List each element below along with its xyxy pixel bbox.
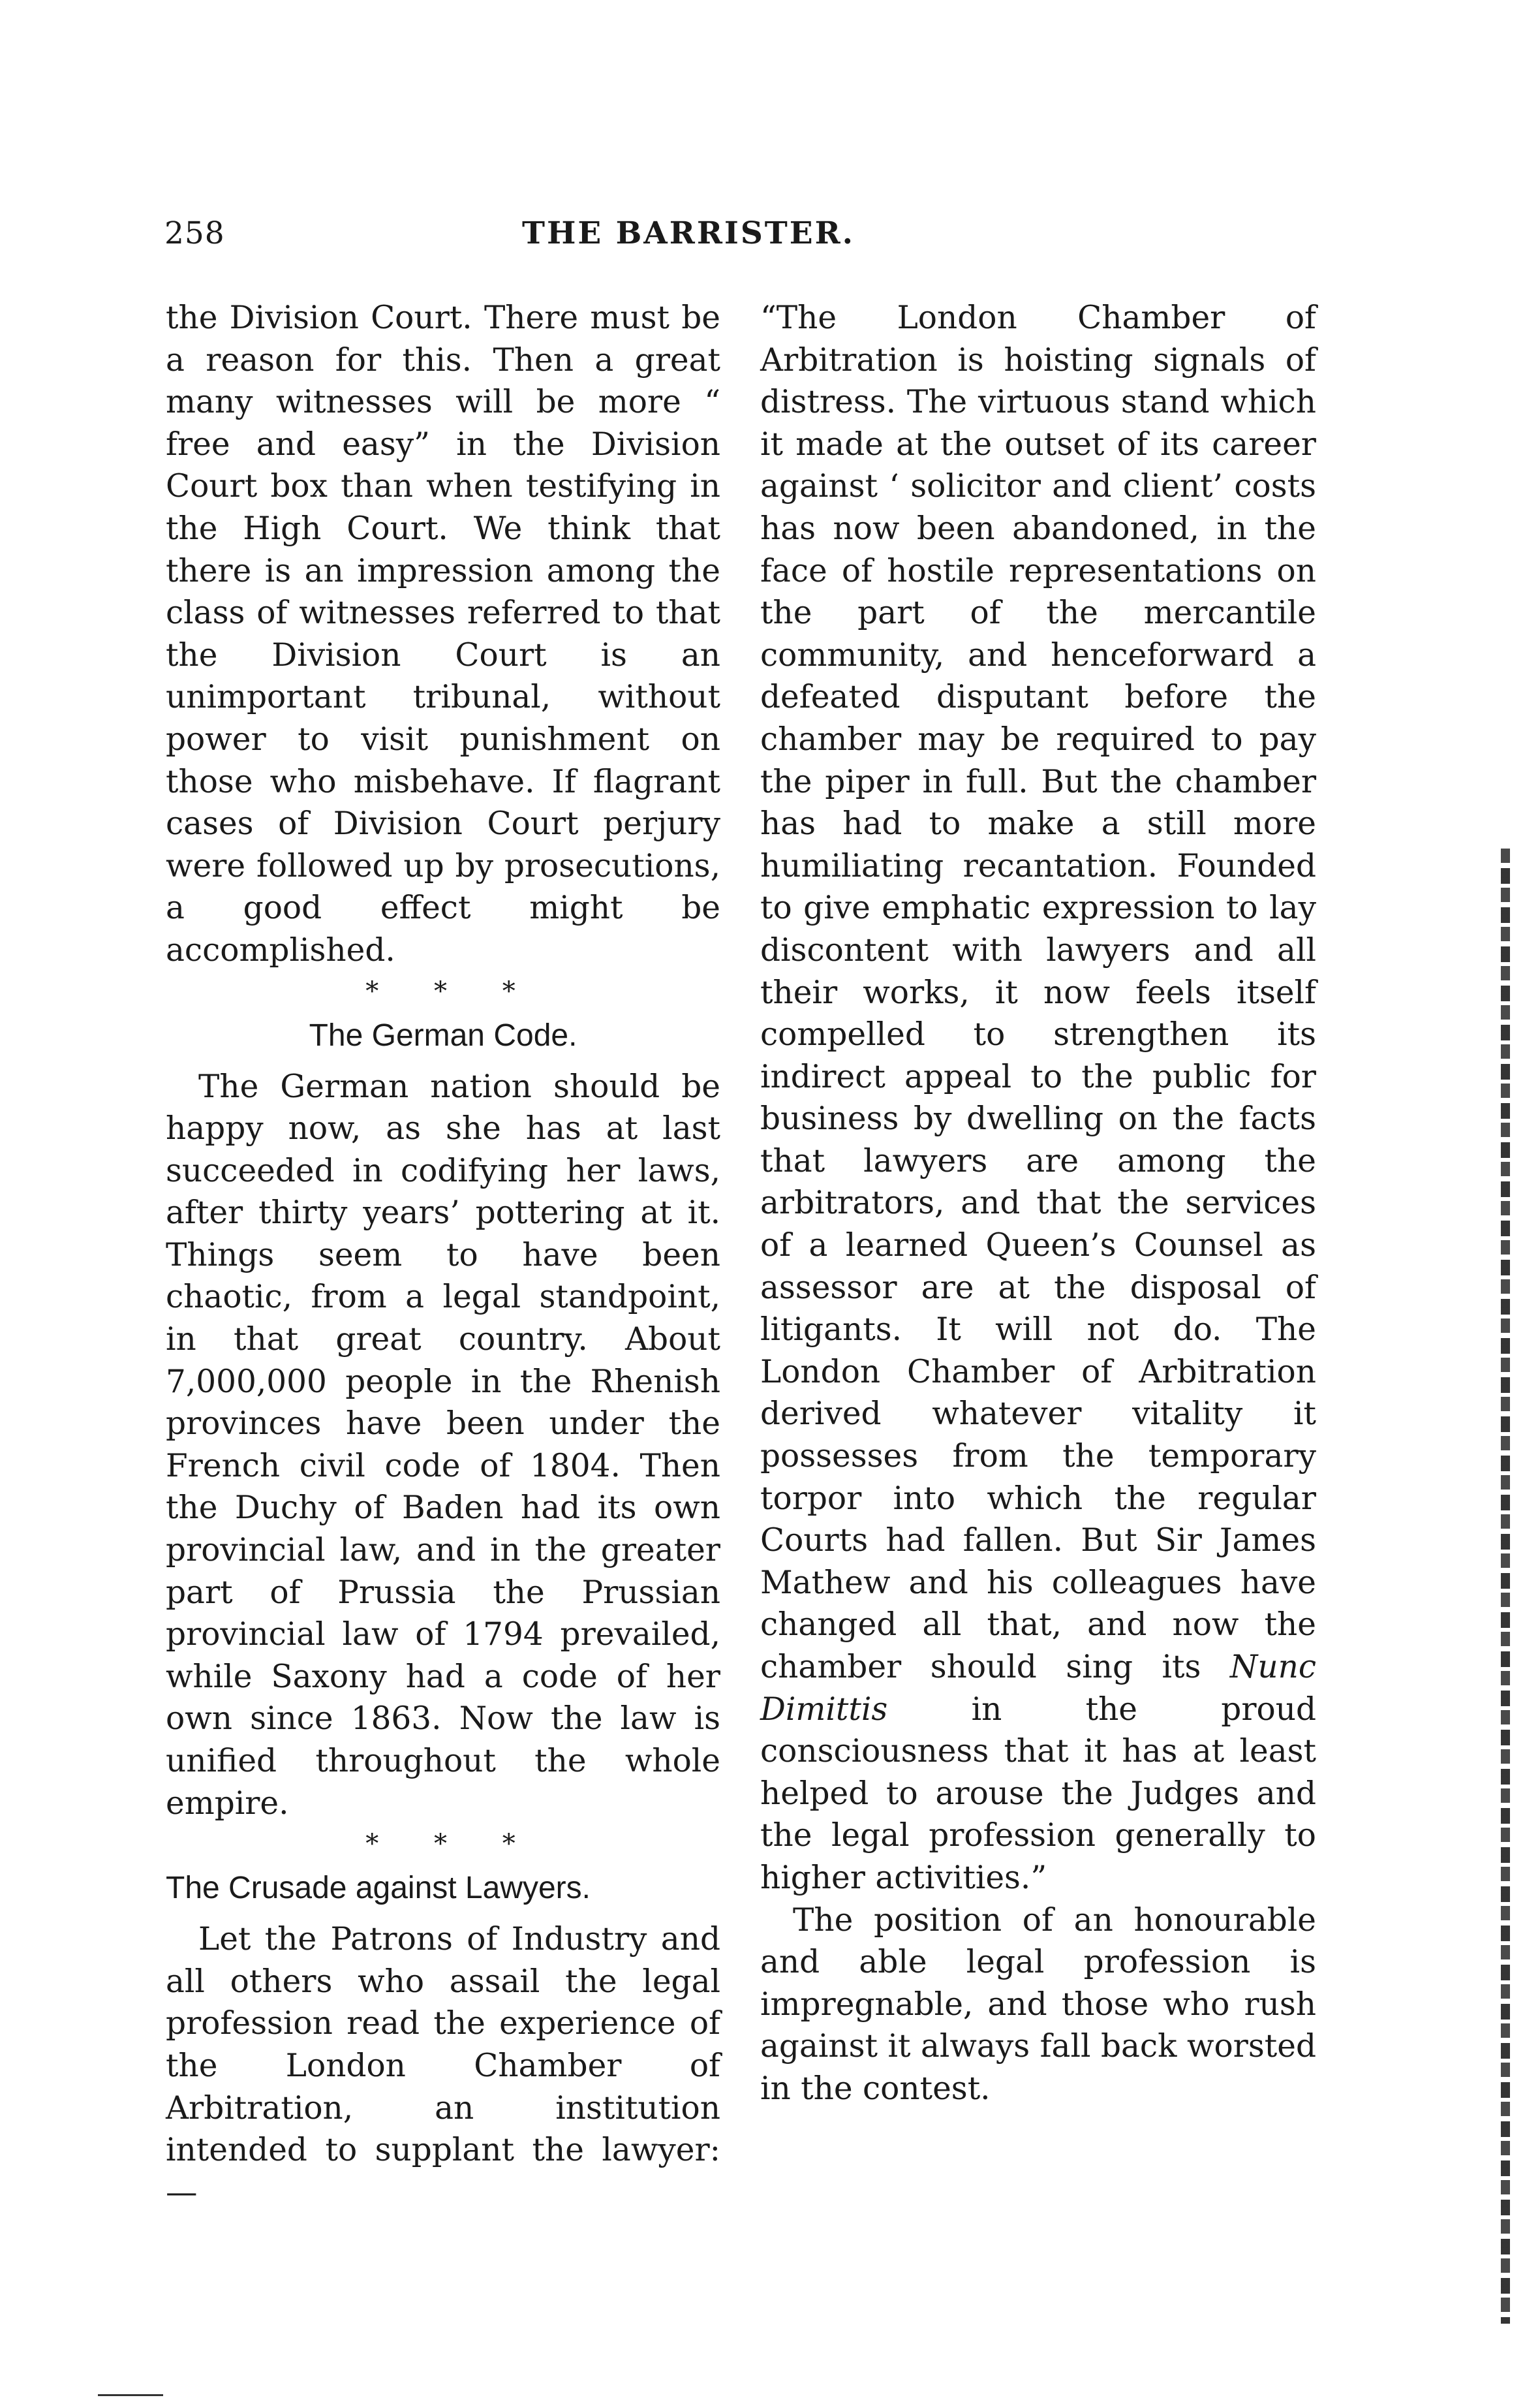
page-number: 258 (164, 215, 225, 251)
section-separator: * * * (365, 1829, 539, 1860)
section-separator: * * * (365, 976, 539, 1006)
quote-text-part1: “The London Chamber of Arbitration is hoisting signals of distress. The virtuous stand which it made at the outset of its career against ‘ solicitor and client’ costs has now been abandoned, in the face of hostile representations on the part of the mercantile community, and henceforward a defeated disputant before the chamber may be required to pay the piper in full. But the chamber has had to make a still more humiliating recantation. Founded to give emphatic expression to lay discontent with lawyers and all their works, it now feels itself compelled to strengthen its indirect appeal to the public for business by dwelling on the facts that lawyers are among the arbitrators, and that the services of a learned Queen’s Counsel as assessor are at the disposal of litigants. It will not do. The London Chamber of Arbitration derived whatever vitality it possesses from the temporary torpor into which the regular Courts had fallen. But Sir James Mathew and his colleagues have changed all that, and now the chamber should sing its (760, 300, 1316, 1685)
heading-crusade-against-lawyers: The Crusade against Lawyers. (166, 1871, 591, 1906)
paragraph-crusade-intro: Let the Patrons of Industry and all others who assail the legal profession read the experience of the London Chamber of Arbitration, an institution intended to supplant the lawyer:— (166, 1921, 720, 2211)
scan-edge-artifact (1501, 849, 1510, 2324)
running-head: THE BARRISTER. (522, 215, 855, 251)
left-column (166, 297, 720, 2213)
right-column (760, 297, 1316, 2110)
paragraph-division-court: the Division Court. There must be a reason for this. Then a great many witnesses will be more “ free and easy” in the Division Court box than when testifying in the High Court. We think that there is an impression among the class of witnesses referred to that the Division Court is an unimportant tribunal, without power to visit punishment on those who misbehave. If flagrant cases of Division Court perjury were followed up by prosecutions, a good effect might be accomplished. (166, 300, 720, 969)
quote-text-part2: in the proud consciousness that it has at least helped to arouse the Judges and the legal profession generally to higher activities.” (760, 1691, 1316, 1896)
quote-italic-title: Nunc Dimittis (760, 1649, 1316, 1728)
footer-rule (98, 2394, 163, 2396)
paragraph-german-code: The German nation should be happy now, as she has at last succeeded in codifying her laws, after thirty years’ pottering at it. Things seem to have been chaotic, from a legal standpoint, in that great country. About 7,000,000 people in the Rhenish provinces have been under the French civil code of 1804. Then the Duchy of Baden had its own provincial law, and in the greater part of Prussia the Prussian provincial law of 1794 prevailed, while Saxony had a code of her own since 1863. Now the law is unified throughout the whole empire. (166, 1068, 720, 1822)
paragraph-conclusion: The position of an honourable and able legal profession is impregnable, and those who rush against it always fall back worsted in the contest. (760, 1901, 1316, 2107)
paragraph-london-chamber-quote (760, 297, 1316, 1899)
heading-german-code: The German Code. (309, 1018, 578, 1053)
page-header (0, 215, 1540, 255)
